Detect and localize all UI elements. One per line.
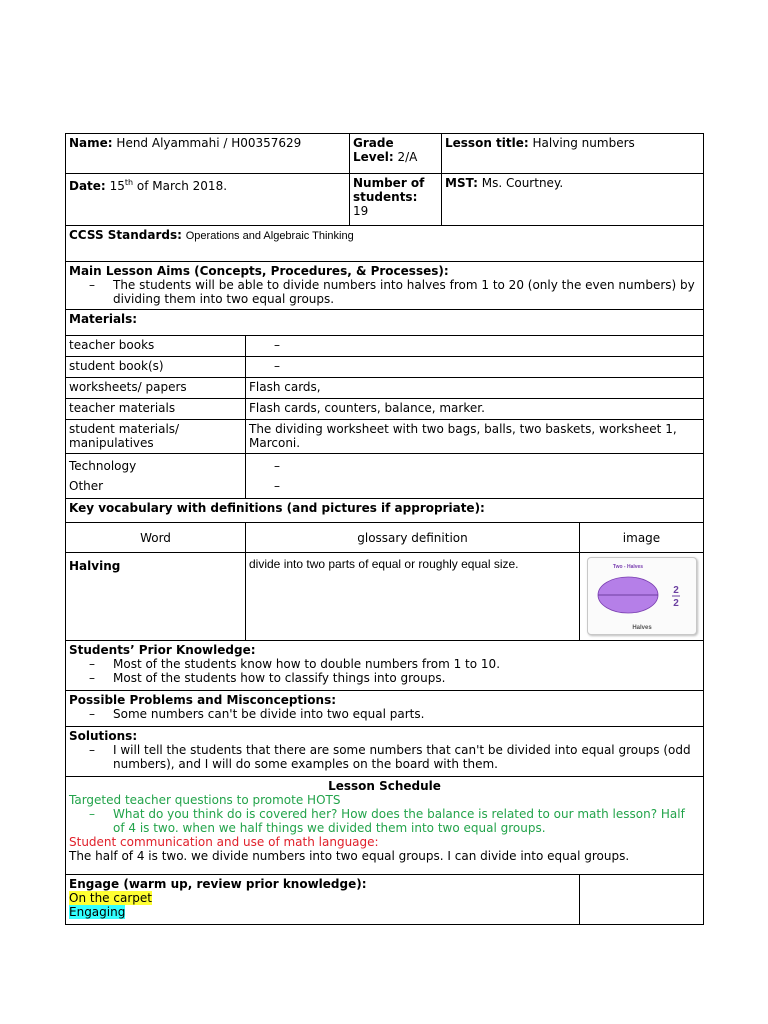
ccss-row <box>66 226 704 262</box>
vocab-word-cell <box>66 553 246 641</box>
aims-label: Main Lesson Aims (Concepts, Procedures, & Processes): <box>69 264 449 278</box>
materials-label: Materials: <box>69 312 138 326</box>
material-row <box>66 399 704 420</box>
material-item: Other <box>69 479 104 493</box>
materials-label-cell <box>66 310 704 336</box>
solutions-row <box>66 727 704 777</box>
vocab-col-definition: glossary definition <box>246 523 580 553</box>
aims-row <box>66 262 704 310</box>
problems-item: – Some numbers can't be divide into two equal parts. <box>113 707 700 721</box>
prior-item: – Most of the students know how to double numbers from 1 to 10. <box>113 657 700 671</box>
engage-cell <box>66 875 580 925</box>
material-row <box>66 357 704 378</box>
vocab-image-cell <box>580 553 704 641</box>
material-item-pair <box>66 454 246 499</box>
halves-image-bottom-text: Halves <box>631 625 652 631</box>
ccss-label: CCSS Standards: <box>69 228 182 242</box>
vocab-col-word: Word <box>66 523 246 553</box>
aims-list <box>69 278 700 306</box>
material-item: teacher materials <box>66 399 246 420</box>
vocab-definition: divide into two parts of equal or roughly equal size. <box>249 557 519 571</box>
material-value: The dividing worksheet with two bags, balls, two baskets, worksheet 1, Marconi. <box>246 420 704 454</box>
material-item: Technology <box>69 459 137 473</box>
prior-item: – Most of the students how to classify things into groups. <box>113 671 700 685</box>
grade-value: 2/A <box>397 150 418 164</box>
mst-cell <box>442 174 704 226</box>
material-row <box>66 336 704 357</box>
material-value: – <box>274 479 280 493</box>
communication-label: Student communication and use of math language: <box>69 835 379 849</box>
lesson-title-value: Halving numbers <box>532 136 635 150</box>
date-suffix: th <box>124 178 134 187</box>
date-label: Date: <box>69 179 106 193</box>
material-item: teacher books <box>66 336 246 357</box>
engage-empty-cell <box>580 875 704 925</box>
material-row-technology-other <box>66 454 704 499</box>
schedule-title: Lesson Schedule <box>328 779 441 793</box>
schedule-cell <box>66 777 704 875</box>
problems-cell <box>66 691 704 727</box>
fraction-top: 2 <box>672 585 679 596</box>
grade-label: Grade Level: <box>353 136 394 164</box>
mst-value: Ms. Courtney. <box>481 176 564 190</box>
solutions-label: Solutions: <box>69 729 138 743</box>
hots-label: Targeted teacher questions to promote HOTS <box>69 793 341 807</box>
vocab-col-image: image <box>580 523 704 553</box>
ccss-value: Operations and Algebraic Thinking <box>185 230 354 242</box>
vocab-definition-cell <box>246 553 580 641</box>
prior-row <box>66 641 704 691</box>
ccss-cell <box>66 226 704 262</box>
material-value: – <box>274 459 280 473</box>
communication-text: The half of 4 is two. we divide numbers into two equal groups. I can divide into equal groups. <box>69 849 630 863</box>
vocab-entry-row <box>66 553 704 641</box>
problems-list <box>69 707 700 721</box>
students-value: 19 <box>353 204 369 218</box>
engage-on-carpet: On the carpet <box>69 891 152 905</box>
vocab-label-cell <box>66 499 704 523</box>
solutions-cell <box>66 727 704 777</box>
engage-label: Engage (warm up, review prior knowledge): <box>69 877 367 891</box>
date-cell <box>66 174 350 226</box>
lesson-plan-table <box>65 133 704 925</box>
grade-cell <box>350 134 442 174</box>
problems-row <box>66 691 704 727</box>
material-value-pair <box>246 454 704 499</box>
material-item: student book(s) <box>66 357 246 378</box>
halves-image-top-text: Two - Halves <box>612 564 643 570</box>
prior-label: Students’ Prior Knowledge: <box>69 643 256 657</box>
material-value: Flash cards, <box>246 378 704 399</box>
date-day: 15 <box>109 179 125 193</box>
engage-engaging: Engaging <box>69 905 126 919</box>
vocab-columns-row <box>66 523 704 553</box>
halves-image <box>587 557 697 635</box>
hots-list <box>69 807 700 835</box>
schedule-row <box>66 777 704 875</box>
header-row-2 <box>66 174 704 226</box>
solutions-list <box>69 743 700 771</box>
mst-label: MST: <box>445 176 478 190</box>
material-item: worksheets/ papers <box>66 378 246 399</box>
prior-cell <box>66 641 704 691</box>
name-cell <box>66 134 350 174</box>
aims-item: – The students will be able to divide numbers into halves from 1 to 20 (only the even numbers) by dividing them into two equal groups. <box>113 278 700 306</box>
solutions-item: – I will tell the students that there are some numbers that can't be divided into equal groups (odd numbers), and I will do some examples on the board with them. <box>113 743 700 771</box>
material-value: – <box>246 357 704 378</box>
name-label: Name: <box>69 136 113 150</box>
material-row <box>66 378 704 399</box>
students-cell <box>350 174 442 226</box>
students-label: Number of students: <box>353 176 425 204</box>
material-value: Flash cards, counters, balance, marker. <box>246 399 704 420</box>
fraction-bottom: 2 <box>672 598 679 609</box>
lesson-plan <box>65 133 703 925</box>
material-row <box>66 420 704 454</box>
prior-list <box>69 657 700 685</box>
material-value: – <box>246 336 704 357</box>
problems-label: Possible Problems and Misconceptions: <box>69 693 337 707</box>
lesson-title-cell <box>442 134 704 174</box>
aims-cell <box>66 262 704 310</box>
material-item: student materials/ manipulatives <box>66 420 246 454</box>
lesson-title-label: Lesson title: <box>445 136 529 150</box>
vocab-word: Halving <box>69 559 121 573</box>
engage-row <box>66 875 704 925</box>
name-value: Hend Alyammahi / H00357629 <box>116 136 302 150</box>
halves-illustration <box>588 558 696 634</box>
header-row-1 <box>66 134 704 174</box>
materials-header-row <box>66 310 704 336</box>
hots-item: – What do you think do is covered her? How does the balance is related to our math lesson? Half of 4 is two. when we half things we divided them into two equal groups. <box>113 807 700 835</box>
vocab-label: Key vocabulary with definitions (and pictures if appropriate): <box>69 501 485 515</box>
vocab-header-row <box>66 499 704 523</box>
date-rest: of March 2018. <box>136 179 228 193</box>
